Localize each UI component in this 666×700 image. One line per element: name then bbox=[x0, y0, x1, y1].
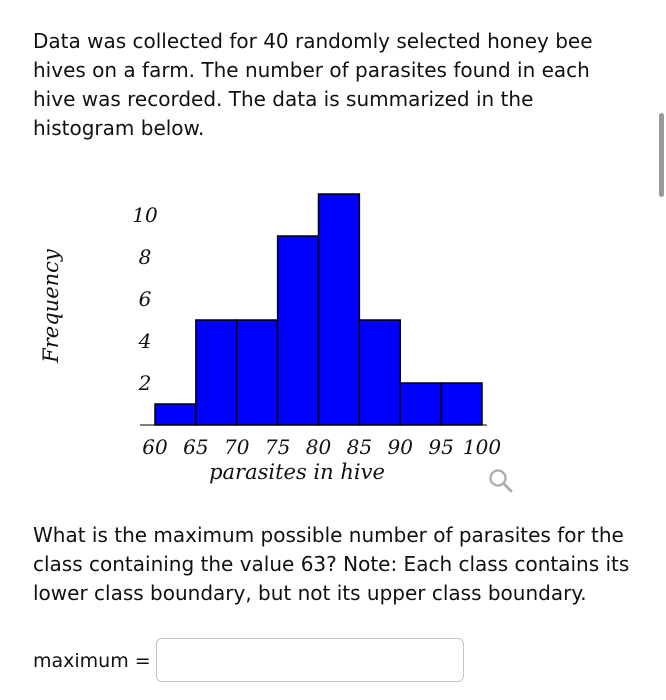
histogram-bar bbox=[319, 194, 360, 425]
magnifier-icon[interactable] bbox=[491, 471, 512, 492]
scrollbar-thumb[interactable] bbox=[659, 113, 664, 197]
intro-line: hive was recorded. The data is summarized in the bbox=[33, 87, 534, 111]
question-text bbox=[33, 521, 643, 608]
x-tick-label: 65 bbox=[183, 435, 209, 459]
vertical-scrollbar[interactable] bbox=[654, 0, 666, 700]
y-tick-label: 8 bbox=[138, 245, 152, 269]
y-tick-label: 2 bbox=[138, 371, 152, 395]
x-tick-label: 80 bbox=[305, 435, 332, 459]
histogram-bar bbox=[359, 320, 400, 425]
histogram-bar bbox=[278, 236, 319, 425]
maximum-label: maximum = bbox=[33, 650, 151, 672]
intro-line: hives on a farm. The number of parasites found in each bbox=[33, 58, 590, 82]
x-tick-label: 95 bbox=[428, 435, 454, 459]
x-tick-label: 85 bbox=[346, 435, 373, 459]
maximum-input[interactable] bbox=[156, 638, 464, 682]
question-line: class containing the value 63? Note: Each class contains its bbox=[33, 552, 630, 576]
x-tick-label: 100 bbox=[462, 435, 502, 459]
y-tick-label: 4 bbox=[138, 329, 152, 353]
x-tick-label: 90 bbox=[387, 435, 413, 459]
x-tick-labels bbox=[142, 435, 501, 459]
y-tick-label: 6 bbox=[138, 287, 152, 311]
histogram-bar bbox=[441, 383, 482, 425]
x-axis-label: parasites in hive bbox=[209, 460, 385, 484]
x-tick-label: 60 bbox=[142, 435, 168, 459]
x-tick-label: 75 bbox=[264, 435, 291, 459]
histogram-bar bbox=[400, 383, 441, 425]
y-tick-label: 10 bbox=[132, 203, 158, 227]
histogram-bars bbox=[155, 194, 482, 425]
histogram-bar bbox=[196, 320, 237, 425]
question-line: What is the maximum possible number of parasites for the bbox=[33, 523, 624, 547]
histogram-bar bbox=[155, 404, 196, 425]
y-tick-labels bbox=[132, 203, 158, 395]
x-tick-label: 70 bbox=[224, 435, 250, 459]
histogram-bar bbox=[237, 320, 278, 425]
y-axis-label: Frequency bbox=[39, 249, 63, 363]
intro-line: histogram below. bbox=[33, 116, 205, 140]
question-line: lower class boundary, but not its upper class boundary. bbox=[33, 581, 587, 605]
intro-line: Data was collected for 40 randomly selected honey bee bbox=[33, 29, 593, 53]
